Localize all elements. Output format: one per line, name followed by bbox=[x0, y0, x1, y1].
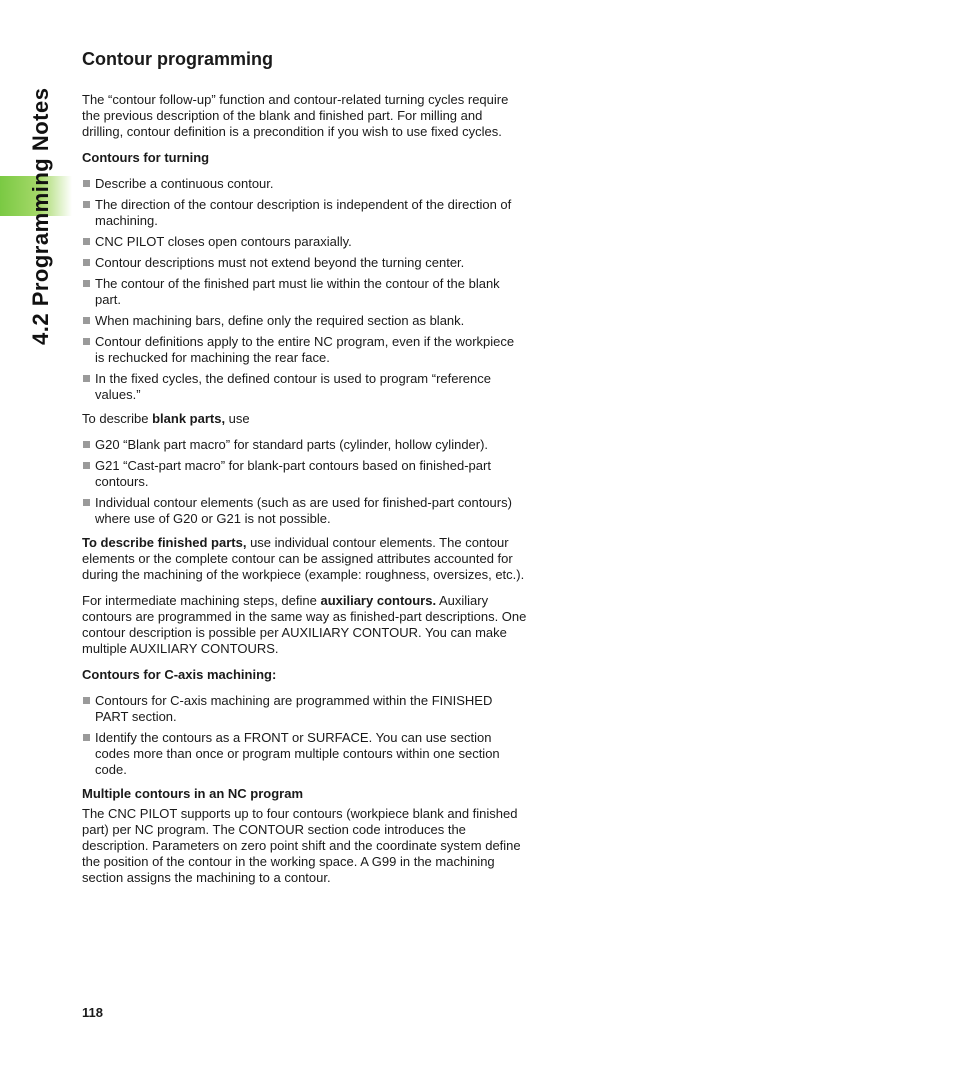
list-item: Describe a continuous contour. bbox=[82, 176, 527, 192]
page-number: 118 bbox=[82, 1005, 103, 1020]
list-item: G21 “Cast-part macro” for blank-part contours based on finished-part contours. bbox=[82, 458, 527, 490]
multi-paragraph: The CNC PILOT supports up to four contours (workpiece blank and finished part) per NC program. The CONTOUR section code introduces the description. Parameters on zero point shift and the coordinate system define the position of the contour in the working space. A G99 in the machining section assigns the machining to a contour. bbox=[82, 806, 521, 885]
blank-pre: To describe bbox=[82, 411, 153, 426]
list-item: Identify the contours as a FRONT or SURFACE. You can use section codes more than once or program multiple contours within one section code. bbox=[82, 730, 527, 778]
list-item: The direction of the contour description is independent of the direction of machining. bbox=[82, 197, 527, 229]
turning-list bbox=[82, 176, 527, 403]
turning-heading: Contours for turning bbox=[82, 150, 210, 165]
aux-pre: For intermediate machining steps, define bbox=[82, 593, 321, 608]
list-item: Contour definitions apply to the entire NC program, even if the workpiece is rechucked for machining the rear face. bbox=[82, 334, 527, 366]
caxis-heading: Contours for C-axis machining: bbox=[82, 667, 277, 682]
list-item: When machining bars, define only the required section as blank. bbox=[82, 313, 527, 329]
list-item: G20 “Blank part macro” for standard parts (cylinder, hollow cylinder). bbox=[82, 437, 527, 453]
blank-parts-paragraph bbox=[82, 411, 527, 427]
list-item: Contour descriptions must not extend beyond the turning center. bbox=[82, 255, 527, 271]
blank-bold: blank parts, bbox=[152, 411, 226, 426]
list-item: Individual contour elements (such as are used for finished-part contours) where use of G20 or G21 is not possible. bbox=[82, 495, 527, 527]
finished-post: use individual contour elements. The contour elements or the complete contour can be assigned attributes accounted for during the machining of the workpiece (example: roughness, oversizes, etc.). bbox=[82, 535, 525, 582]
auxiliary-paragraph bbox=[82, 593, 527, 657]
aux-post: Auxiliary contours are programmed in the same way as finished-part descriptions. One contour description is possible per AUXILIARY CONTOUR. You can make multiple AUXILIARY CONTOURS. bbox=[82, 593, 527, 656]
list-item: CNC PILOT closes open contours paraxially. bbox=[82, 234, 527, 250]
list-item: The contour of the finished part must lie within the contour of the blank part. bbox=[82, 276, 527, 308]
finished-parts-paragraph bbox=[82, 535, 527, 583]
blank-list bbox=[82, 437, 527, 527]
blank-post: use bbox=[225, 411, 250, 426]
list-item: In the fixed cycles, the defined contour is used to program “reference values.” bbox=[82, 371, 527, 403]
section-title: 4.2 Programming Notes bbox=[28, 87, 53, 345]
finished-bold: To describe finished parts, bbox=[82, 535, 247, 550]
multi-heading: Multiple contours in an NC program bbox=[82, 786, 304, 801]
list-item: Contours for C-axis machining are programmed within the FINISHED PART section. bbox=[82, 693, 527, 725]
caxis-list bbox=[82, 693, 527, 778]
main-content bbox=[82, 48, 527, 896]
page-title: Contour programming bbox=[82, 49, 273, 69]
intro-paragraph: The “contour follow-up” function and contour-related turning cycles require the previous description of the blank and finished part. For milling and drilling, contour definition is a precondition if you wish to use fixed cycles. bbox=[82, 92, 509, 139]
aux-bold: auxiliary contours. bbox=[320, 593, 437, 608]
